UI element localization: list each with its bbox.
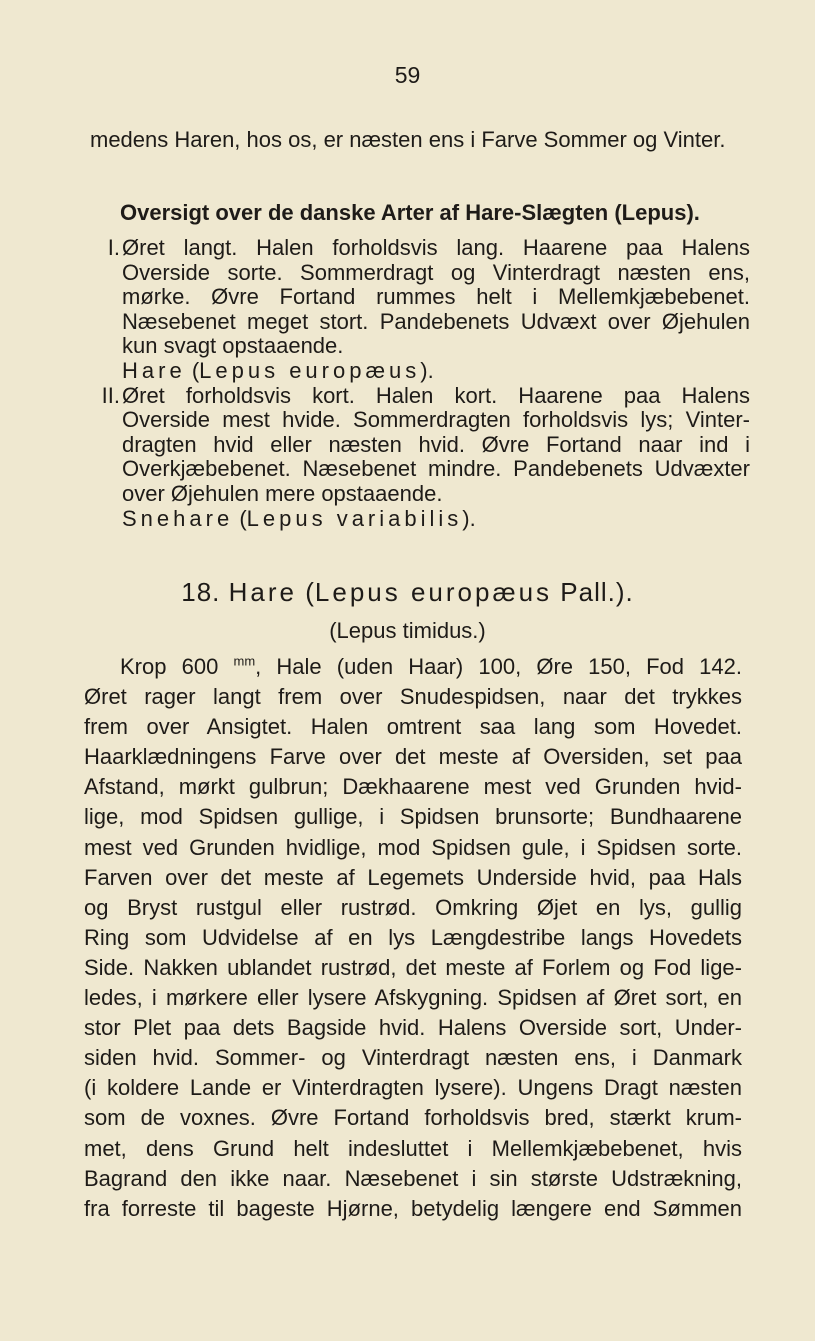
key-line: Næsebenet meget stort. Pandebenets Udvæxt over Øjehulen — [122, 308, 750, 334]
section-author: Pall. — [560, 577, 616, 607]
species-latin: Lepus variabilis — [246, 505, 463, 531]
key-species: Snehare (Lepus variabilis). — [122, 505, 476, 531]
section-latin: Lepus europæus — [314, 577, 553, 607]
key-numeral: I. — [107, 235, 120, 260]
body-line: Krop 600 $^{mm}$, Hale (uden Haar) 100, Øre 150, Fod 142. — [120, 653, 742, 679]
key-line: Overside sorte. Sommerdragt og Vinterdragt næsten ens, — [122, 259, 750, 285]
key-line: Overkjæbebenet. Næsebenet mindre. Pandebenets Udvæxter — [122, 456, 750, 482]
page-number: 59 — [394, 62, 421, 88]
section-title: 18. Hare (Lepus europæus Pall.). — [181, 577, 634, 607]
species-name: Hare — [122, 357, 186, 383]
key-line: Øret forholdsvis kort. Halen kort. Haarene paa Halens — [122, 382, 750, 408]
key-line: dragten hvid eller næsten hvid. Øvre Fortand naar ind i — [122, 431, 750, 457]
body-line: Afstand, mørkt gulbrun; Dækhaarene mest ved Grunden hvid- — [84, 774, 742, 800]
section-name: Hare — [228, 577, 297, 607]
species-latin: Lepus europæus — [199, 357, 421, 383]
body-line: Farven over det meste af Legemets Underside hvid, paa Hals — [84, 864, 742, 890]
overview-heading: Oversigt over de danske Arter af Hare-Slægten (Lepus). — [120, 200, 700, 225]
body-line: met, dens Grund helt indesluttet i Mellemkjæbebenet, hvis — [84, 1135, 742, 1161]
key-line: Øret langt. Halen forholdsvis lang. Haarene paa Halens — [122, 235, 750, 260]
body-line: mest ved Grunden hvidlige, mod Spidsen gule, i Spidsen sorte. — [84, 834, 742, 860]
species-name: Snehare — [122, 505, 234, 531]
synonym: (Lepus timidus.) — [329, 618, 486, 643]
body-line: Øret rager langt frem over Snudespidsen, naar det trykkes — [84, 684, 742, 710]
body-line: lige, mod Spidsen gullige, i Spidsen brunsorte; Bundhaarene — [84, 804, 742, 830]
body-line: ledes, i mørkere eller lysere Afskygning. Spidsen af Øret sort, en — [84, 985, 742, 1011]
body-line: Side. Nakken ublandet rustrød, det meste af Forlem og Fod lige- — [84, 954, 742, 980]
body-line: Haarklædningens Farve over det meste af Oversiden, set paa — [84, 744, 742, 770]
body-line: Bagrand den ikke naar. Næsebenet i sin største Udstrækning, — [84, 1165, 742, 1191]
unit-superscript: mm — [233, 653, 256, 669]
body-line: frem over Ansigtet. Halen omtrent saa lang som Hovedet. — [84, 714, 742, 740]
description-text — [84, 652, 742, 1224]
key-item — [90, 236, 750, 384]
body-line: Ring som Udvidelse af en lys Længdestribe langs Hovedets — [84, 924, 742, 950]
species-key — [90, 236, 750, 531]
body-line: og Bryst rustgul eller rustrød. Omkring Øjet en lys, gullig — [84, 894, 742, 920]
body-line: stor Plet paa dets Bagside hvid. Halens Overside sort, Under- — [84, 1015, 742, 1041]
body-line: fra forreste til bageste Hjørne, betydelig længere end Sømmen — [84, 1195, 742, 1221]
key-numeral: II. — [101, 382, 120, 408]
section-number: 18. — [181, 577, 221, 607]
key-species: Hare (Lepus europæus). — [122, 357, 434, 383]
body-line: siden hvid. Sommer- og Vinterdragt næsten ens, i Danmark — [84, 1045, 742, 1071]
key-line: over Øjehulen mere opstaaende. — [122, 480, 443, 506]
key-line: Overside mest hvide. Sommerdragten forholdsvis lys; Vinter- — [122, 407, 750, 433]
key-line: kun svagt opstaaende. — [122, 333, 344, 359]
body-line: som de voxnes. Øvre Fortand forholdsvis bred, stærkt krum- — [84, 1105, 742, 1131]
key-line: mørke. Øvre Fortand rummes helt i Mellemkjæbebenet. — [122, 284, 750, 310]
body-line: (i koldere Lande er Vinterdragten lysere). Ungens Dragt næsten — [84, 1075, 742, 1101]
intro-paragraph: medens Haren, hos os, er næsten ens i Farve Sommer og Vinter. — [90, 127, 726, 152]
key-item — [90, 384, 750, 532]
